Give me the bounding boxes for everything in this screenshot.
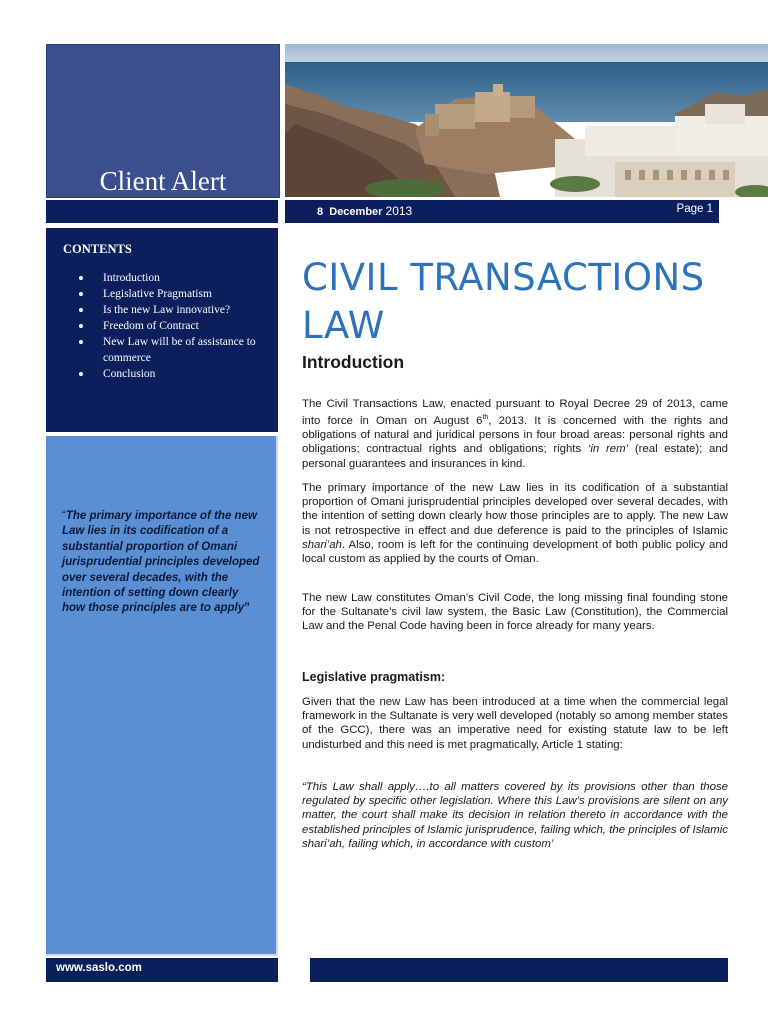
contents-title: CONTENTS (63, 242, 132, 256)
in-rem-term: ‘in rem’ (587, 443, 629, 456)
brand-divider-bar (46, 200, 278, 223)
footer-right-bar (310, 958, 728, 982)
section-heading-legislative-pragmatism: Legislative pragmatism: (302, 670, 446, 684)
footer-left-bar (46, 958, 278, 982)
date-month: December (329, 206, 383, 218)
paragraph-3: The new Law constitutes Oman’s Civil Code, the long missing final founding stone for the Sultanate’s civil law system, the Basic Law (Constitution), the Commercial Law and the Penal Code having been in force already for many years. (302, 592, 728, 633)
paragraph-2 (302, 481, 728, 566)
paragraph-1 (302, 397, 728, 471)
date-day: 8 (317, 206, 324, 218)
header-photo (285, 44, 768, 197)
contents-item-introduction[interactable]: Introduction (69, 270, 269, 286)
page-number: Page 1 (676, 203, 713, 215)
contents-item-conclusion[interactable]: Conclusion (69, 366, 269, 382)
contents-item-freedom-of-contract[interactable]: Freedom of Contract (69, 318, 269, 334)
document-title: CIVIL TRANSACTIONS LAW (302, 256, 705, 347)
contents-panel (46, 228, 278, 432)
contents-list (69, 270, 269, 382)
date-year: 2013 (385, 204, 413, 218)
contents-item-legislative-pragmatism[interactable]: Legislative Pragmatism (69, 286, 269, 302)
brand-box (46, 44, 280, 198)
pull-quote (62, 509, 262, 617)
paragraph-2-part-a: The primary importance of the new Law lies in its codification of a substantial proportion of Omani jurisprudential principles developed over several decades, with the intention of setting down clearly how those principles are to apply. The new Law is not retrospective in effect and due deference is paid to the principles of Islamic (302, 482, 728, 537)
shariah-term: shari’ah (302, 538, 342, 551)
ordinal-suffix: th (482, 414, 489, 422)
pull-quote-box (46, 436, 278, 956)
paragraph-1-part-a: The Civil Transactions Law, enacted pursuant to Royal Decree 29 of 2013, came into force in Oman on August 6 (302, 398, 728, 427)
quote-close-mark: ” (244, 602, 250, 615)
article-1-quote: “This Law shall apply….to all matters covered by its provisions other than those regulated by specific other legislation. Where this Law’s provisions are silent on any matter, the court shall make its decision in relation thereto in accordance with the established principles of Islamic jurisprudence, failing which, the principles of Islamic shari’ah, failing which, in accordance with custom’ (302, 781, 728, 850)
brand-title: Client Alert (99, 166, 227, 196)
paragraph-1-part-c: (real estate); and personal guarantees and insurances in kind. (302, 443, 728, 470)
paragraph-1-part-b: , 2013. It is concerned with the rights and obligations of natural and juridical persons in four broad areas: personal rights and obligations; contractual rights and obligations; rights (302, 415, 729, 456)
issue-date (317, 204, 412, 218)
quote-open-mark: “ (62, 510, 66, 522)
paragraph-4: Given that the new Law has been introduced at a time when the commercial legal framework in the Sultanate is very well developed (notably so among member states of the GCC), there was an imperative need for existing statute law to be left undisturbed and this need is met pragmatically, Article 1 stating: (302, 696, 728, 751)
website-link[interactable]: www.saslo.com (56, 962, 142, 974)
contents-item-innovative[interactable]: Is the new Law innovative? (69, 302, 269, 318)
date-bar (285, 200, 719, 223)
pull-quote-text: The primary importance of the new Law lies in its codification of a substantial proportion of Omani jurisprudential principles developed over several decades, with the intention of setting down clearly how those principles are to apply (62, 510, 260, 615)
paragraph-2-part-b: . Also, room is left for the continuing development of both public policy and local custom as applied by the courts of Oman. (302, 538, 728, 566)
section-heading-introduction: Introduction (302, 352, 405, 372)
coastal-fort-photo (285, 44, 768, 197)
contents-item-assistance-to-commerce[interactable]: New Law will be of assistance to commerce (69, 334, 269, 366)
